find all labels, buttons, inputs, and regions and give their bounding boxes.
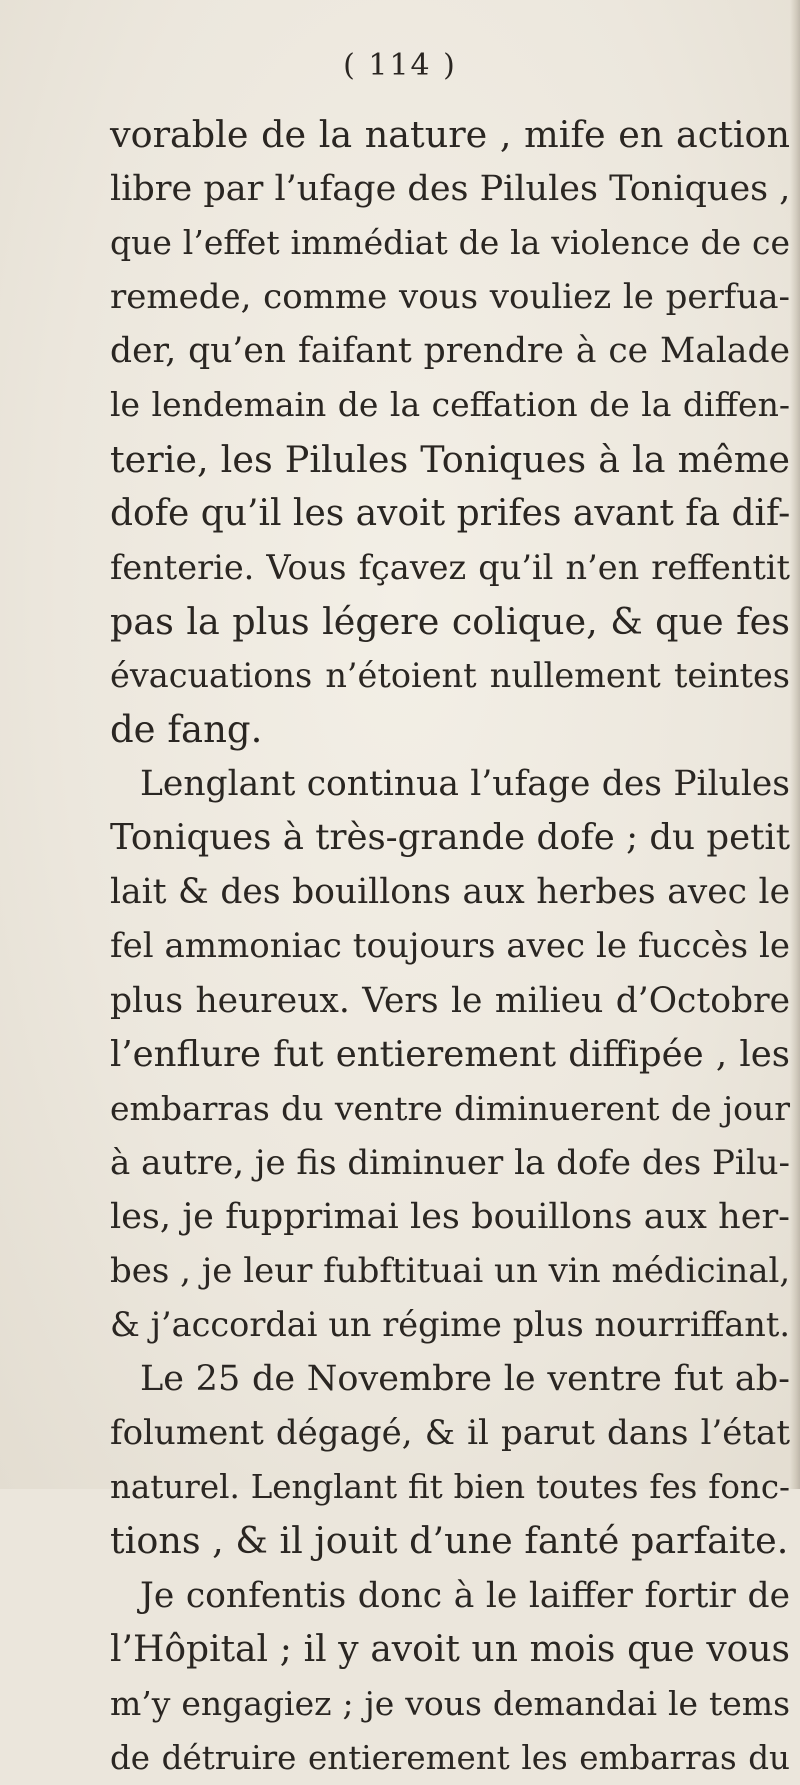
text-line: les, je fupprimai les bouillons aux her- [110,1196,790,1237]
text-line: fel ammoniac toujours avec le fuccès le [110,926,790,967]
text-line: l’Hôpital ; il y avoit un mois que vous [110,1628,790,1670]
text-line: à autre, je fis diminuer la dofe des Pilu- [110,1142,790,1183]
text-line: terie, les Pilules Toniques à la même [110,437,790,481]
text-line: remede, comme vous vouliez le perfua- [110,277,790,318]
text-line: plus heureux. Vers le milieu d’Octobre [110,980,790,1021]
paragraph-end-line: de fang. [110,708,263,752]
text-line: Toniques à très-grande dofe ; du petit [110,817,790,859]
text-line: der, qu’en faifant prendre à ce Malade [110,331,790,372]
text-line: que l’effet immédiat de la violence de ce [110,223,790,263]
paragraph-start-line: Le 25 de Novembre le ventre fut ab- [140,1359,790,1400]
page-number: ( 114 ) [343,48,457,83]
text-line: folument dégagé, & il parut dans l’état [110,1413,790,1454]
text-line: libre par l’ufage des Pilules Toniques , [110,169,791,210]
text-line: dofe qu’il les avoit prifes avant fa dif- [110,492,791,534]
text-line: m’y engagiez ; je vous demandai le tems [110,1683,790,1723]
paragraph-start-line: Lenglant continua l’ufage des Pilules [140,764,790,805]
text-line: fenterie. Vous fçavez qu’il n’en reffentit [110,547,790,587]
text-line: naturel. Lenglant fit bien toutes fes fonc- [110,1468,790,1507]
text-line: le lendemain de la ceffation de la diffen- [110,385,790,425]
body-text [110,108,790,1785]
paragraph-start-line: Je confentis donc à le laiffer fortir de [140,1575,790,1616]
text-line: embarras du ventre diminuerent de jour [110,1088,790,1128]
page-edge-shadow [790,0,800,1489]
text-line: lait & des bouillons aux herbes avec le [110,872,790,913]
text-line: de détruire entierement les embarras du [110,1738,790,1777]
text-line: bes , je leur fubftituai un vin médicinal, [110,1250,791,1291]
text-line: pas la plus légere colique, & que fes [110,599,790,643]
text-line: vorable de la nature , mife en action [110,113,790,156]
text-line: évacuations n’étoient nullement teintes [110,655,790,695]
paragraph-end-line: tions , & il jouit d’une fanté parfaite. [110,1519,789,1563]
text-line: l’enflure fut entierement diffipée , les [110,1033,790,1075]
text-line: & j’accordai un régime plus nourriffant. [110,1305,790,1345]
